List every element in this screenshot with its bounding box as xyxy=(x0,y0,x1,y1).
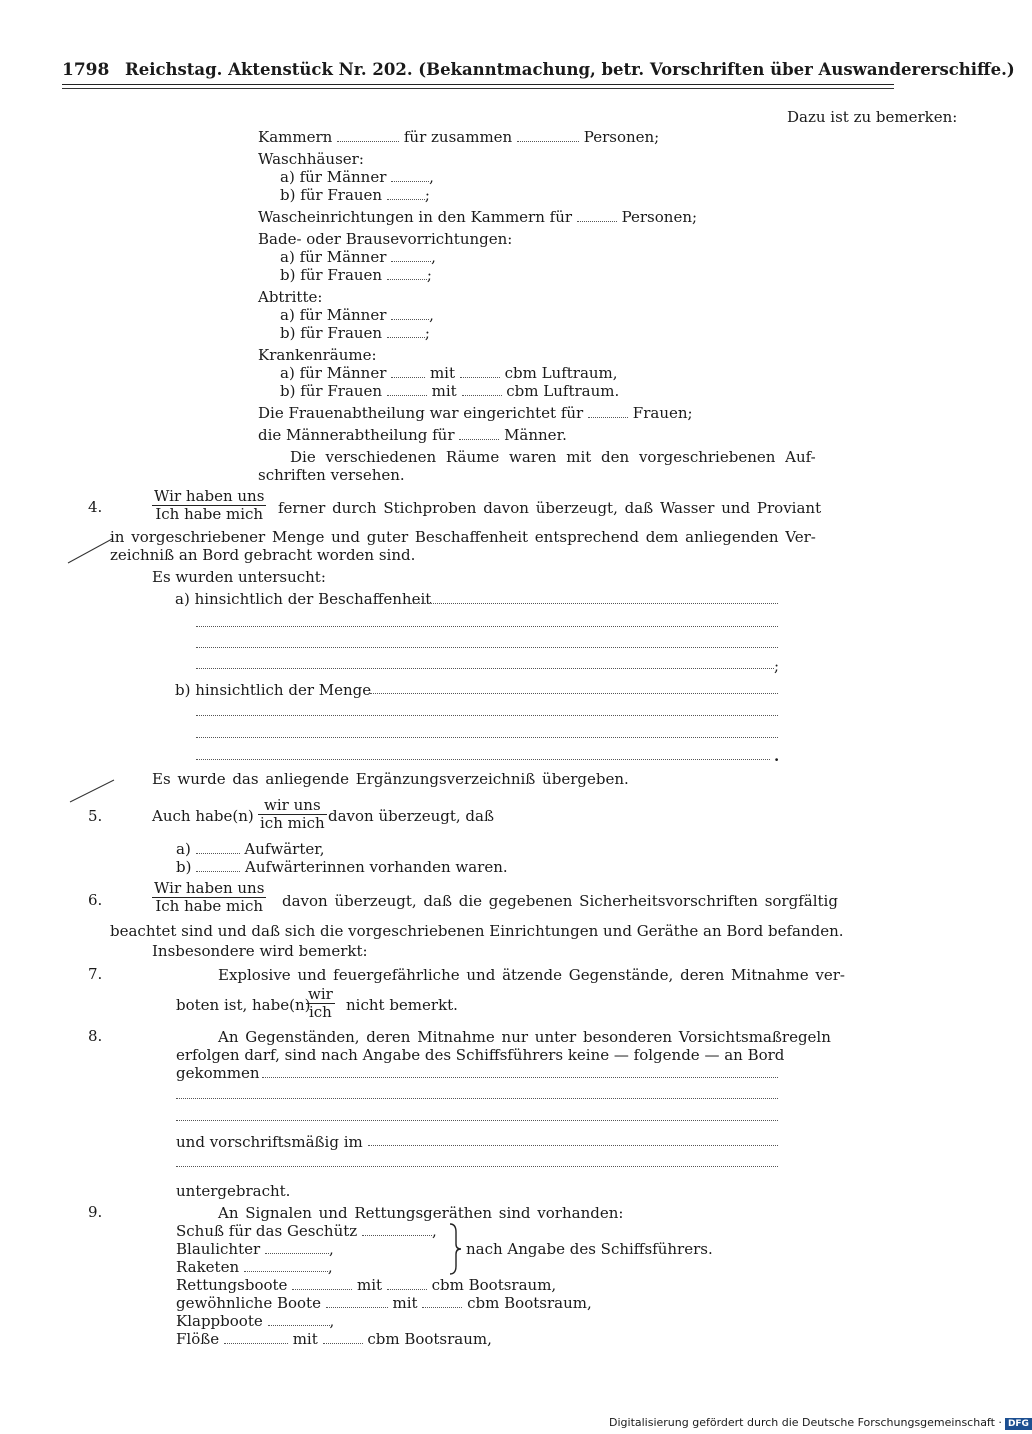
section9-intro: An Signalen und Rettungsgeräthen sind vorhanden: xyxy=(218,1204,624,1222)
abtritte-frauen: b) für Frauen ; xyxy=(280,324,430,342)
fill-line xyxy=(196,668,774,669)
raeume-line-2: schriften versehen. xyxy=(258,466,405,484)
fill-line xyxy=(196,759,770,760)
fill-line xyxy=(196,715,778,716)
brace-mark xyxy=(446,1222,466,1276)
section9-rettungsboote: Rettungsboote mit cbm Bootsraum, xyxy=(176,1276,557,1294)
waschhaeuser-heading: Waschhäuser: xyxy=(258,150,364,168)
section-number-4: 4. xyxy=(88,498,103,516)
maennerabtheilung-line: die Männerabtheilung für Männer. xyxy=(258,426,567,444)
wascheinrichtungen-line: Wascheinrichtungen in den Kammern für Personen; xyxy=(258,208,698,226)
kammern-line: Kammern für zusammen Personen; xyxy=(258,128,660,146)
fill-line xyxy=(196,737,778,738)
section8-line-3: gekommen xyxy=(176,1064,260,1082)
section8-vorschrift: und vorschriftsmäßig im xyxy=(176,1133,363,1151)
section9-floesse: Flöße mit cbm Bootsraum, xyxy=(176,1330,492,1348)
krankenraeume-frauen: b) für Frauen mit cbm Luftraum. xyxy=(280,382,620,400)
section7-fraction: wir ich xyxy=(308,985,333,1021)
header-rule xyxy=(62,84,894,85)
section9-klappboote: Klappboote , xyxy=(176,1312,335,1330)
fill-line xyxy=(368,1145,778,1146)
section5-rest: davon überzeugt, daß xyxy=(328,807,494,825)
section4-ergaenzung: Es wurde das anliegende Ergänzungsverzeichniß übergeben. xyxy=(152,770,629,788)
period-mark: . xyxy=(774,747,780,765)
abtritte-maenner: a) für Männer , xyxy=(280,306,434,324)
section9-nach-angabe: nach Angabe des Schiffsführers. xyxy=(466,1240,713,1258)
section7-line-2b: nicht bemerkt. xyxy=(346,996,458,1014)
section8-untergebracht: untergebracht. xyxy=(176,1182,291,1200)
section6-line-1: davon überzeugt, daß die gegebenen Sicherheitsvorschriften sorgfältig xyxy=(282,892,838,910)
section5-fraction: wir uns ich mich xyxy=(260,796,325,832)
bade-heading: Bade- oder Brausevorrichtungen: xyxy=(258,230,513,248)
section8-line-1: An Gegenständen, deren Mitnahme nur unter besonderen Vorsichtsmaßregeln xyxy=(218,1028,831,1046)
abtritte-heading: Abtritte: xyxy=(258,288,323,306)
dfg-logo: DFG xyxy=(1005,1418,1032,1430)
section9-raketen: Raketen , xyxy=(176,1258,333,1276)
section4-line-2: in vorgeschriebener Menge und guter Beschaffenheit entsprechend dem anliegenden Ver- xyxy=(110,528,816,546)
page-header-title: Reichstag. Aktenstück Nr. 202. (Bekanntmachung, betr. Vorschriften über Auswandererschiffe.) xyxy=(125,60,1015,79)
fill-line xyxy=(176,1166,778,1167)
digitization-footer: Digitalisierung gefördert durch die Deutsche Forschungsgemeinschaft · DFG xyxy=(609,1416,1032,1430)
section6-fraction: Wir haben uns Ich habe mich xyxy=(154,879,265,915)
section7-line-1: Explosive und feuergefährliche und ätzende Gegenstände, deren Mitnahme ver- xyxy=(218,966,845,984)
section-number-5: 5. xyxy=(88,807,103,825)
fill-line xyxy=(176,1098,778,1099)
bade-maenner: a) für Männer , xyxy=(280,248,436,266)
raeume-line-1: Die verschiedenen Räume waren mit den vorgeschriebenen Auf- xyxy=(290,448,816,466)
krankenraeume-heading: Krankenräume: xyxy=(258,346,377,364)
section8-line-2: erfolgen darf, sind nach Angabe des Schiffsführers keine — folgende — an Bord xyxy=(176,1046,785,1064)
section9-schuss: Schuß für das Geschütz , xyxy=(176,1222,437,1240)
section6-line-2: beachtet sind und daß sich die vorgeschriebenen Einrichtungen und Geräthe an Bord befanden. xyxy=(110,922,844,940)
page-number: 1798 xyxy=(62,60,110,80)
section-number-8: 8. xyxy=(88,1027,103,1045)
section4-fraction: Wir haben uns Ich habe mich xyxy=(154,487,265,523)
section9-blaulichter: Blaulichter , xyxy=(176,1240,334,1258)
frauenabtheilung-line: Die Frauenabtheilung war eingerichtet für Frauen; xyxy=(258,404,693,422)
section-number-7: 7. xyxy=(88,965,103,983)
section4-menge: b) hinsichtlich der Menge xyxy=(175,681,372,699)
fill-line xyxy=(176,1120,778,1121)
fill-line xyxy=(370,693,778,694)
header-rule-thin xyxy=(62,88,894,89)
section6-insbesondere: Insbesondere wird bemerkt: xyxy=(152,942,368,960)
section-number-6: 6. xyxy=(88,891,103,909)
section9-gewoehnliche: gewöhnliche Boote mit cbm Bootsraum, xyxy=(176,1294,592,1312)
semicolon-mark: ; xyxy=(774,657,780,675)
fill-line xyxy=(410,603,778,604)
krankenraeume-maenner: a) für Männer mit cbm Luftraum, xyxy=(280,364,618,382)
section4-untersucht: Es wurden untersucht: xyxy=(152,568,326,586)
section4-beschaffenheit: a) hinsichtlich der Beschaffenheit xyxy=(175,590,432,608)
margin-pencil-mark xyxy=(68,776,118,804)
section4-line-3: zeichniß an Bord gebracht worden sind. xyxy=(110,546,416,564)
section4-line-1: ferner durch Stichproben davon überzeugt, daß Wasser und Proviant xyxy=(278,499,822,517)
fill-line xyxy=(262,1077,778,1078)
margin-pencil-mark xyxy=(66,535,116,565)
section7-line-2a: boten ist, habe(n) xyxy=(176,996,311,1014)
section-number-9: 9. xyxy=(88,1203,103,1221)
side-note: Dazu ist zu bemerken: xyxy=(787,108,958,126)
fill-line xyxy=(196,647,778,648)
bade-frauen: b) für Frauen ; xyxy=(280,266,432,284)
waschhaeuser-maenner: a) für Männer , xyxy=(280,168,434,186)
section5-auch: Auch habe(n) xyxy=(152,807,254,825)
section5-b: b) Aufwärterinnen vorhanden waren. xyxy=(176,858,508,876)
section5-a: a) Aufwärter, xyxy=(176,840,325,858)
fill-line xyxy=(196,626,778,627)
waschhaeuser-frauen: b) für Frauen ; xyxy=(280,186,430,204)
